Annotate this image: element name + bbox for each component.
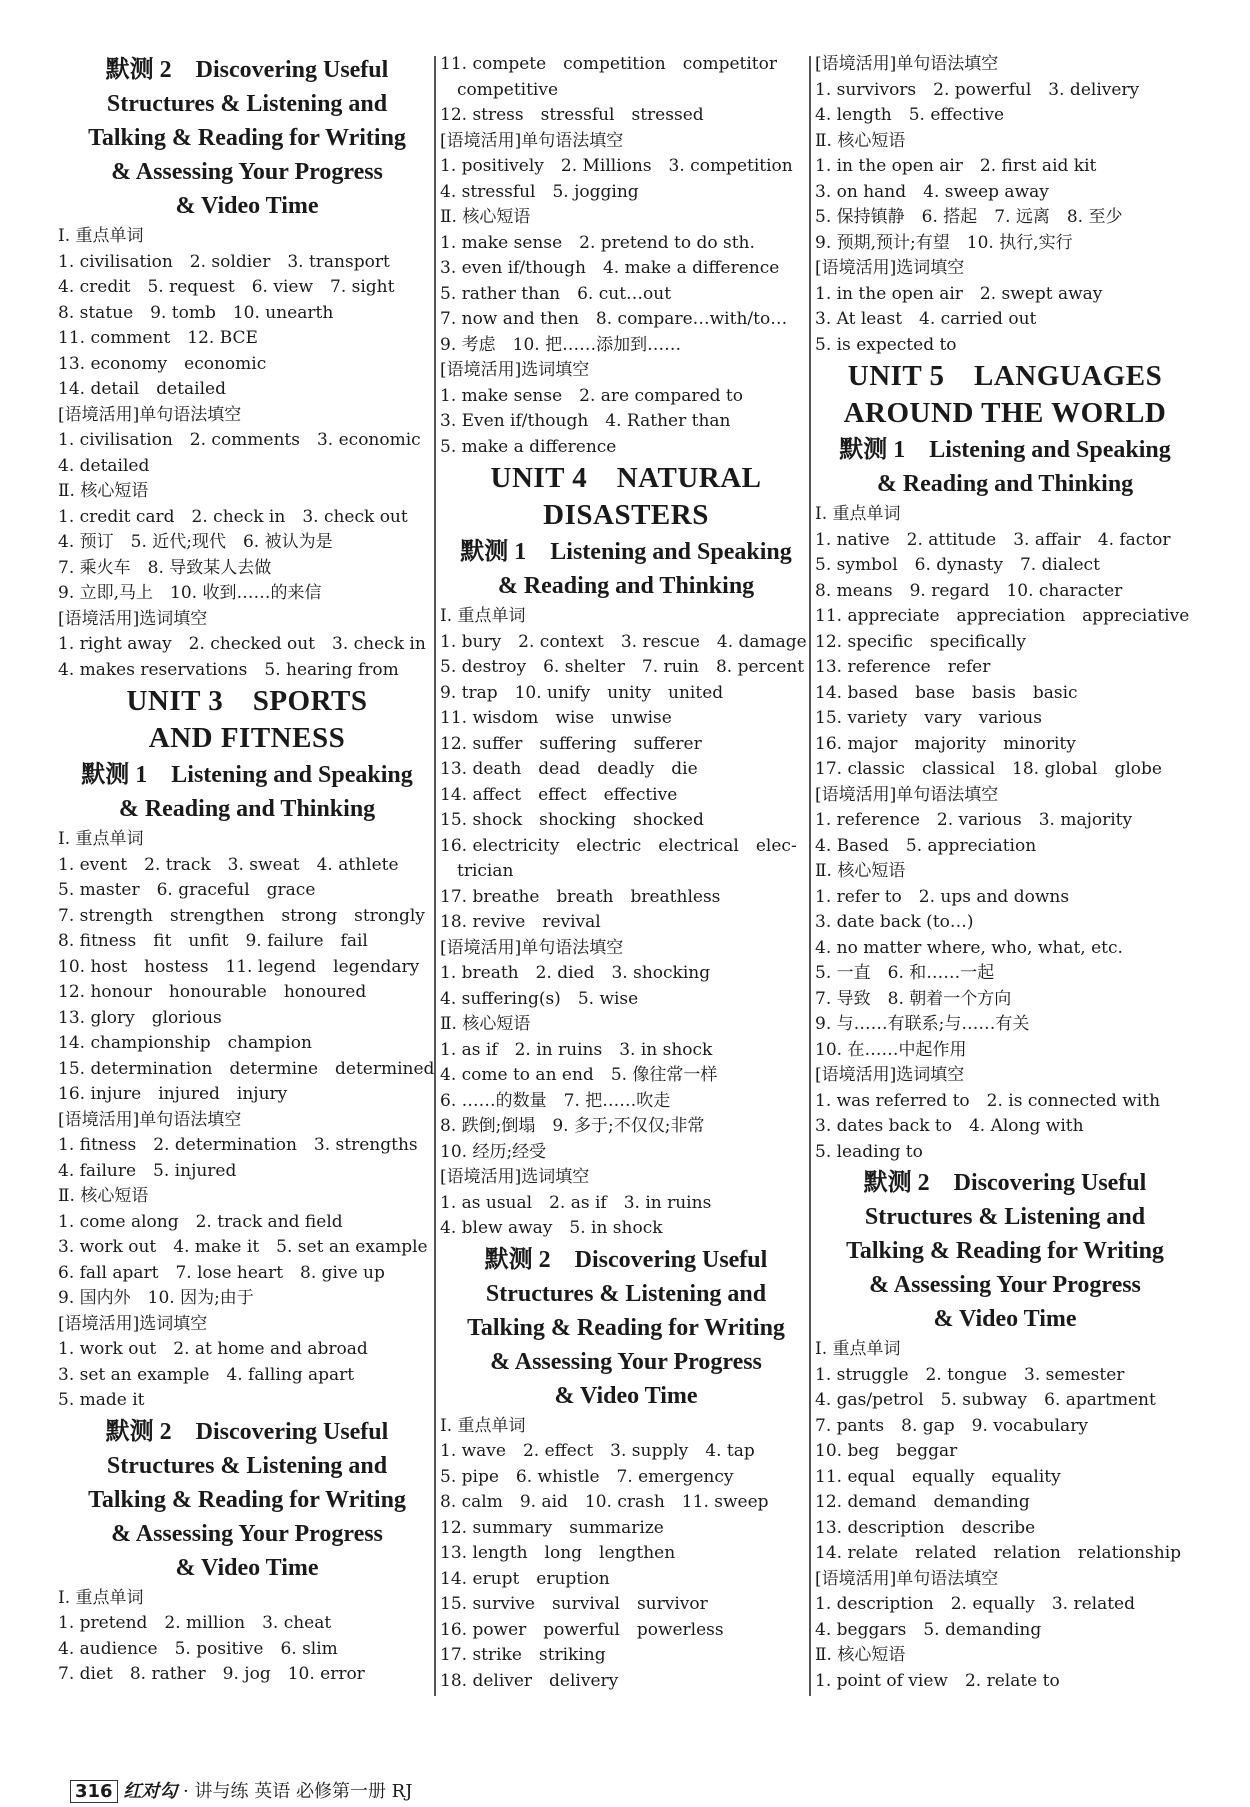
section-heading-line: & Reading and Thinking [118, 796, 376, 822]
answer-column-3 [815, 52, 1195, 1694]
answer-line: 7. pants 8. gap 9. vocabulary [815, 1415, 1088, 1436]
section-heading-line: & Assessing Your Progress [869, 1272, 1141, 1298]
answer-line: 1. wave 2. effect 3. supply 4. tap [440, 1441, 755, 1461]
answer-line: 5. 保持镇静 6. 搭起 7. 远离 8. 至少 [815, 207, 1123, 227]
section-heading-line: & Reading and Thinking [876, 471, 1134, 497]
answer-line: 8. means 9. regard 10. character [815, 580, 1123, 601]
subsection-label: [语境活用]选词填空 [58, 1313, 208, 1334]
answer-line: 1. native 2. attitude 3. affair 4. factor [815, 529, 1171, 550]
answer-line: 15. survive survival survivor [440, 1594, 708, 1614]
answer-line: 4. suffering(s) 5. wise [440, 988, 639, 1009]
answer-line: 5. 一直 6. 和……一起 [815, 963, 995, 983]
answer-line: 17. classic classical 18. global globe [815, 759, 1162, 779]
section-heading-line: Talking & Reading for Writing [467, 1314, 785, 1341]
answer-line: 4. gas/petrol 5. subway 6. apartment [815, 1390, 1156, 1410]
answer-line: 1. survivors 2. powerful 3. delivery [815, 79, 1140, 100]
answer-line: 13. length long lengthen [440, 1543, 676, 1563]
section-heading-line: Talking & Reading for Writing [846, 1238, 1164, 1264]
answer-line: 11. comment 12. BCE [58, 328, 258, 348]
section-heading-line: 默测 2 Discovering Useful [863, 1170, 1147, 1196]
answer-line: 14. affect effect effective [440, 784, 678, 805]
section-heading-line: & Assessing Your Progress [111, 1520, 383, 1547]
subsection-label: [语境活用]单句语法填空 [815, 54, 999, 74]
subsection-label: [语境活用]单句语法填空 [440, 130, 624, 151]
answer-line: 10. host hostess 11. legend legendary [58, 956, 420, 977]
answer-line: 1. credit card 2. check in 3. check out [58, 506, 408, 527]
answer-line: 12. honour honourable honoured [58, 982, 367, 1002]
subsection-label: Ⅱ. 核心短语 [440, 207, 531, 227]
answer-line: 3. Even if/though 4. Rather than [440, 411, 731, 431]
section-heading-line: 默测 1 Listening and Speaking [81, 762, 413, 788]
answer-line: 12. stress stressful stressed [440, 105, 704, 125]
answer-line: 1. description 2. equally 3. related [815, 1594, 1135, 1614]
answer-line: 4. blew away 5. in shock [440, 1218, 663, 1238]
answer-line: 1. make sense 2. are compared to [440, 385, 743, 406]
book-subject: 英语 必修第一册 RJ [254, 1781, 413, 1802]
answer-line: 1. civilisation 2. comments 3. economic [58, 430, 421, 450]
section-heading-line: Structures & Listening and [106, 1452, 388, 1479]
section-heading-line: 默测 2 Discovering Useful [105, 57, 389, 83]
answer-line: 1. bury 2. context 3. rescue 4. damage [440, 631, 807, 652]
subsection-label: Ⅱ. 核心短语 [815, 130, 906, 151]
answer-line: 4. beggars 5. demanding [815, 1619, 1042, 1640]
answer-line: 8. 跌倒;倒塌 9. 多于;不仅仅;非常 [440, 1116, 705, 1136]
answer-line: 1. pretend 2. million 3. cheat [58, 1613, 332, 1633]
unit-title-line: UNIT 3 SPORTS [126, 685, 368, 717]
answer-line: 4. makes reservations 5. hearing from [58, 659, 399, 680]
answer-line: 3. set an example 4. falling apart [58, 1364, 355, 1385]
answer-line: 14. erupt eruption [440, 1568, 610, 1589]
answer-line: 5. made it [58, 1390, 145, 1410]
subsection-label: [语境活用]单句语法填空 [815, 784, 999, 805]
answer-line: 16. injure injured injury [58, 1084, 288, 1104]
answer-line: 3. date back (to…) [815, 912, 974, 932]
answer-line: 14. championship champion [58, 1033, 312, 1053]
answer-line: competitive [440, 79, 559, 100]
answer-line: 4. 预订 5. 近代;现代 6. 被认为是 [58, 532, 333, 552]
subsection-label: Ⅱ. 核心短语 [815, 861, 906, 881]
subsection-label: [语境活用]单句语法填空 [58, 1109, 242, 1130]
subsection-label: Ⅱ. 核心短语 [815, 1645, 906, 1665]
answer-line: 1. civilisation 2. soldier 3. transport [58, 251, 390, 272]
answer-line: 13. glory glorious [58, 1007, 222, 1028]
answer-line: 3. even if/though 4. make a difference [440, 258, 780, 278]
answer-line: 1. come along 2. track and field [58, 1211, 343, 1232]
answer-line: 7. diet 8. rather 9. jog 10. error [58, 1664, 365, 1684]
section-heading-line: Structures & Listening and [485, 1280, 767, 1307]
section-heading-line: Talking & Reading for Writing [88, 125, 406, 151]
answer-line: 13. description describe [815, 1517, 1036, 1538]
answer-line: 1. was referred to 2. is connected with [815, 1090, 1161, 1111]
answer-line: 4. Based 5. appreciation [815, 835, 1037, 856]
answer-line: 13. economy economic [58, 353, 267, 374]
answer-line: 3. on hand 4. sweep away [815, 181, 1049, 202]
answer-column-2 [440, 52, 812, 1694]
answer-line: 17. breathe breath breathless [440, 886, 721, 907]
answer-line: 18. deliver delivery [440, 1670, 619, 1691]
answer-line: 1. make sense 2. pretend to do sth. [440, 232, 755, 253]
answer-line: 17. strike striking [440, 1645, 606, 1665]
answer-line: 8. fitness fit unfit 9. failure fail [58, 931, 368, 951]
answer-line: 4. detailed [58, 455, 150, 476]
section-heading-line: Structures & Listening and [106, 91, 388, 117]
answer-line: 7. strength strengthen strong strongly [58, 905, 425, 926]
answer-line: 5. leading to [815, 1141, 923, 1162]
answer-line: 1. as if 2. in ruins 3. in shock [440, 1039, 713, 1060]
section-heading-line: & Assessing Your Progress [490, 1348, 762, 1375]
answer-line: 10. 在……中起作用 [815, 1039, 967, 1060]
answer-line: 9. 考虑 10. 把……添加到…… [440, 334, 682, 355]
page-footer [70, 1780, 412, 1804]
answer-line: 9. 国内外 10. 因为;由于 [58, 1288, 254, 1308]
section-heading-line: & Video Time [175, 1554, 319, 1581]
answer-line: 16. electricity electric electrical elec- [440, 835, 797, 856]
unit-title-line: AND FITNESS [148, 722, 346, 754]
answer-line: 9. 立即,马上 10. 收到……的来信 [58, 583, 322, 603]
answer-line: 9. trap 10. unify unity united [440, 682, 724, 703]
answer-line: 1. refer to 2. ups and downs [815, 886, 1070, 907]
answer-line: 7. 乘火车 8. 导致某人去做 [58, 557, 272, 578]
answer-line: 9. 预期,预计;有望 10. 执行,实行 [815, 232, 1073, 253]
page-number: 316 [70, 1780, 118, 1803]
answer-line: 14. detail detailed [58, 379, 226, 399]
answer-line: 1. breath 2. died 3. shocking [440, 963, 711, 983]
unit-title-line: UNIT 5 LANGUAGES [847, 360, 1163, 392]
subsection-label: Ⅰ. 重点单词 [815, 504, 901, 524]
answer-line: 16. power powerful powerless [440, 1619, 724, 1640]
answer-line: 1. positively 2. Millions 3. competition [440, 156, 793, 176]
answer-line: 4. audience 5. positive 6. slim [58, 1638, 338, 1659]
series-name: · 讲与练 [183, 1781, 249, 1802]
subsection-label: [语境活用]单句语法填空 [440, 937, 624, 958]
answer-line: 12. suffer suffering sufferer [440, 733, 702, 754]
answer-line: 1. as usual 2. as if 3. in ruins [440, 1192, 712, 1213]
section-heading-line: & Video Time [175, 193, 319, 219]
answer-line: 4. length 5. effective [815, 105, 1005, 125]
answer-line: 7. now and then 8. compare…with/to… [440, 309, 788, 329]
answer-line: 14. relate related relation relationship [815, 1543, 1182, 1563]
subsection-label: [语境活用]选词填空 [440, 360, 590, 380]
section-heading-line: 默测 1 Listening and Speaking [460, 539, 792, 565]
subsection-label: [语境活用]选词填空 [440, 1167, 590, 1187]
answer-line: 1. reference 2. various 3. majority [815, 810, 1133, 830]
answer-line: 12. demand demanding [815, 1492, 1030, 1512]
unit-title-line: DISASTERS [543, 499, 709, 531]
subsection-label: Ⅰ. 重点单词 [440, 1415, 526, 1436]
answer-line: 16. major majority minority [815, 733, 1076, 754]
answer-line: 13. reference refer [815, 657, 991, 677]
section-heading-line: 默测 1 Listening and Speaking [839, 437, 1171, 463]
publisher-brand: 红对勾 [123, 1781, 178, 1802]
subsection-label: Ⅰ. 重点单词 [440, 606, 526, 626]
subsection-label: Ⅰ. 重点单词 [58, 226, 144, 246]
answer-line: 6. fall apart 7. lose heart 8. give up [58, 1262, 385, 1283]
subsection-label: Ⅱ. 核心短语 [58, 1186, 149, 1206]
answer-line: 11. equal equally equality [815, 1466, 1061, 1487]
answer-line: 4. failure 5. injured [58, 1160, 237, 1181]
unit-title-line: AROUND THE WORLD [843, 397, 1167, 429]
section-heading-line: Talking & Reading for Writing [88, 1486, 406, 1513]
subsection-label: [语境活用]单句语法填空 [815, 1568, 999, 1589]
answer-line: 3. dates back to 4. Along with [815, 1116, 1084, 1136]
section-heading-line: 默测 2 Discovering Useful [105, 1418, 389, 1445]
subsection-label: [语境活用]选词填空 [815, 1065, 965, 1085]
answer-line: 7. 导致 8. 朝着一个方向 [815, 988, 1012, 1009]
answer-line: 11. appreciate appreciation appreciative [815, 606, 1190, 626]
subsection-label: Ⅰ. 重点单词 [815, 1339, 901, 1359]
answer-line: 18. revive revival [440, 912, 601, 932]
answer-line: 1. fitness 2. determination 3. strengths [58, 1135, 418, 1155]
subsection-label: Ⅱ. 核心短语 [440, 1014, 531, 1034]
answer-line: 4. credit 5. request 6. view 7. sight [58, 277, 395, 297]
answer-line: 11. wisdom wise unwise [440, 708, 672, 728]
subsection-label: [语境活用]选词填空 [58, 608, 208, 629]
answer-line: 14. based base basis basic [815, 682, 1078, 703]
answer-line: 9. 与……有联系;与……有关 [815, 1014, 1030, 1034]
answer-line: 6. ……的数量 7. 把……吹走 [440, 1090, 671, 1111]
answer-line: 4. stressful 5. jogging [440, 181, 639, 202]
answer-line: 5. make a difference [440, 436, 617, 457]
subsection-label: [语境活用]选词填空 [815, 258, 965, 278]
answer-line: 5. is expected to [815, 334, 957, 355]
answer-line: 5. master 6. graceful grace [58, 880, 316, 900]
answer-line: 8. calm 9. aid 10. crash 11. sweep [440, 1492, 769, 1512]
answer-line: 5. pipe 6. whistle 7. emergency [440, 1466, 734, 1487]
answer-line: 1. work out 2. at home and abroad [58, 1339, 368, 1359]
section-heading-line: & Video Time [933, 1306, 1077, 1332]
subsection-label: Ⅰ. 重点单词 [58, 1587, 144, 1608]
answer-line: 15. shock shocking shocked [440, 810, 704, 830]
answer-line: 1. in the open air 2. first aid kit [815, 156, 1097, 176]
subsection-label: Ⅱ. 核心短语 [58, 481, 149, 501]
answer-line: 12. specific specifically [815, 631, 1027, 652]
answer-line: 11. compete competition competitor [440, 54, 777, 74]
answer-line: 4. no matter where, who, what, etc. [815, 937, 1123, 958]
answer-line: 1. point of view 2. relate to [815, 1670, 1060, 1691]
answer-column-1 [58, 52, 436, 1688]
section-heading-line: & Assessing Your Progress [111, 159, 383, 185]
answer-line: 15. variety vary various [815, 708, 1042, 728]
answer-line: 10. 经历;经受 [440, 1141, 547, 1162]
subsection-label: [语境活用]单句语法填空 [58, 404, 242, 425]
section-heading-line: & Video Time [554, 1382, 698, 1409]
answer-line: 1. in the open air 2. swept away [815, 283, 1103, 304]
section-heading-line: Structures & Listening and [864, 1204, 1146, 1230]
answer-line: 5. symbol 6. dynasty 7. dialect [815, 555, 1100, 575]
section-heading-line: 默测 2 Discovering Useful [484, 1246, 768, 1273]
answer-line: 1. struggle 2. tongue 3. semester [815, 1364, 1125, 1385]
answer-line: 3. work out 4. make it 5. set an example [58, 1237, 428, 1257]
answer-line: 5. destroy 6. shelter 7. ruin 8. percent [440, 657, 805, 677]
section-heading-line: & Reading and Thinking [497, 573, 755, 599]
answer-line: 1. event 2. track 3. sweat 4. athlete [58, 854, 399, 875]
answer-line: 5. rather than 6. cut…out [440, 283, 672, 304]
subsection-label: Ⅰ. 重点单词 [58, 829, 144, 849]
answer-line: 13. death dead deadly die [440, 759, 698, 779]
answer-line: trician [440, 861, 514, 881]
answer-line: 10. beg beggar [815, 1441, 958, 1461]
unit-title-line: UNIT 4 NATURAL [490, 462, 762, 494]
answer-line: 12. summary summarize [440, 1517, 664, 1538]
answer-line: 15. determination determine determined [58, 1058, 435, 1079]
answer-line: 4. come to an end 5. 像往常一样 [440, 1065, 718, 1085]
answer-line: 3. At least 4. carried out [815, 309, 1037, 329]
answer-line: 1. right away 2. checked out 3. check in [58, 634, 426, 654]
answer-line: 8. statue 9. tomb 10. unearth [58, 302, 334, 323]
